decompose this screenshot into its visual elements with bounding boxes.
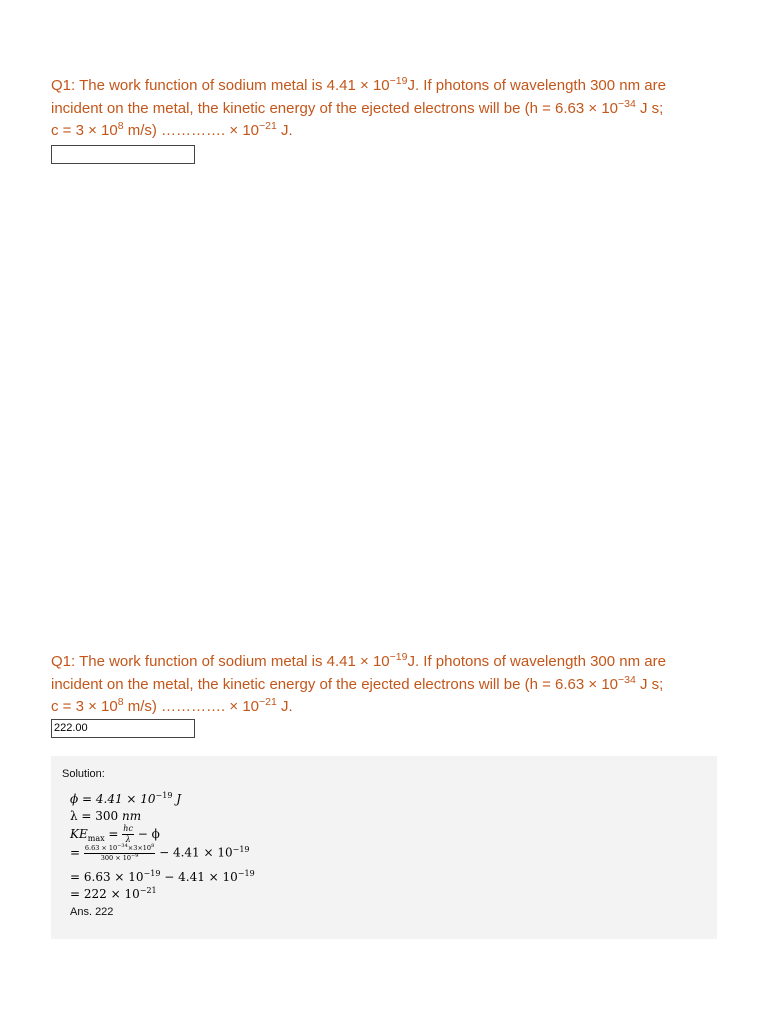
math-text: = 222 × 10 (70, 887, 140, 901)
question-line1: Q1: The work function of sodium metal is 4.41 × 10 (51, 653, 390, 670)
exponent: −19 (143, 869, 161, 878)
math-text: 6.63 × 10 (84, 844, 118, 852)
question-text (51, 75, 721, 143)
solution-line-lambda (70, 809, 141, 823)
numerator: hc (123, 824, 133, 833)
denominator: λ (125, 835, 131, 844)
math-text: − 4.41 × 10 (160, 870, 238, 884)
question-line3-mid: m/s) …………. × 10 (123, 122, 260, 139)
solution-panel (51, 756, 717, 939)
exponent: −34 (618, 97, 636, 110)
question-line3: c = 3 × 10 (51, 698, 118, 715)
math-text: = (104, 827, 123, 841)
solution-line-simplified (70, 870, 255, 884)
exponent: −19 (232, 844, 250, 854)
fraction (122, 825, 134, 844)
question-line2-end: J s; (635, 99, 664, 117)
exponent: −19 (389, 651, 408, 663)
math-text: KE (70, 827, 88, 841)
numerator (84, 845, 155, 854)
question-line1: Q1: The work function of sodium metal is 4.41 × 10 (51, 77, 390, 94)
math-text: 300 × 10 (100, 853, 132, 862)
question-line2: incident on the metal, the kinetic energy of the ejected electrons will be (h = 6.63 × 10 (51, 99, 619, 117)
math-text: = 6.63 × 10 (70, 870, 144, 884)
exponent: −19 (155, 791, 173, 800)
solution-title: Solution: (62, 768, 105, 780)
math-text: − 4.41 × 10 (155, 845, 233, 860)
answer-input-filled[interactable]: 222.00 (51, 719, 195, 738)
exponent: 8 (117, 696, 124, 708)
question-line3-end: J. (276, 122, 293, 139)
exponent: −9 (131, 852, 139, 859)
exponent: −21 (139, 886, 157, 895)
math-unit: J (172, 792, 182, 806)
math-text: λ = 300 (70, 809, 123, 823)
answer-input[interactable] (51, 145, 195, 164)
denominator (84, 854, 155, 862)
question-line2: incident on the metal, the kinetic energy of the ejected electrons will be (h = 6.63 × 10 (51, 675, 619, 693)
exponent: −34 (117, 843, 128, 849)
subscript: max (87, 834, 105, 843)
question-line3: c = 3 × 10 (51, 122, 118, 139)
question-line2-end: J s; (635, 675, 664, 693)
math-text: ×3×10 (127, 844, 152, 852)
solution-answer: Ans. 222 (70, 906, 114, 918)
exponent: −34 (618, 673, 636, 686)
exponent: 8 (117, 120, 124, 132)
question-line1-end: J. If photons of wavelength 300 nm are (407, 653, 666, 670)
question-line3-mid: m/s) …………. × 10 (123, 698, 260, 715)
question-line3-end: J. (276, 698, 293, 715)
fraction (84, 845, 155, 861)
exponent: −21 (259, 120, 277, 132)
math-text: ϕ = 4.41 × 10 (70, 792, 156, 806)
question-text-answered (51, 651, 721, 719)
exponent: −19 (389, 75, 408, 87)
math-text: − ϕ (133, 827, 160, 841)
math-text: = (70, 845, 84, 860)
solution-line-substitution (70, 845, 250, 861)
solution-line-result (70, 887, 157, 901)
solution-line-ke (70, 825, 160, 844)
solution-line-phi (70, 792, 181, 806)
exponent: −19 (237, 869, 255, 878)
question-line1-end: J. If photons of wavelength 300 nm are (407, 77, 666, 94)
exponent: 8 (151, 843, 155, 849)
math-unit: nm (122, 809, 142, 823)
exponent: −21 (259, 696, 277, 708)
